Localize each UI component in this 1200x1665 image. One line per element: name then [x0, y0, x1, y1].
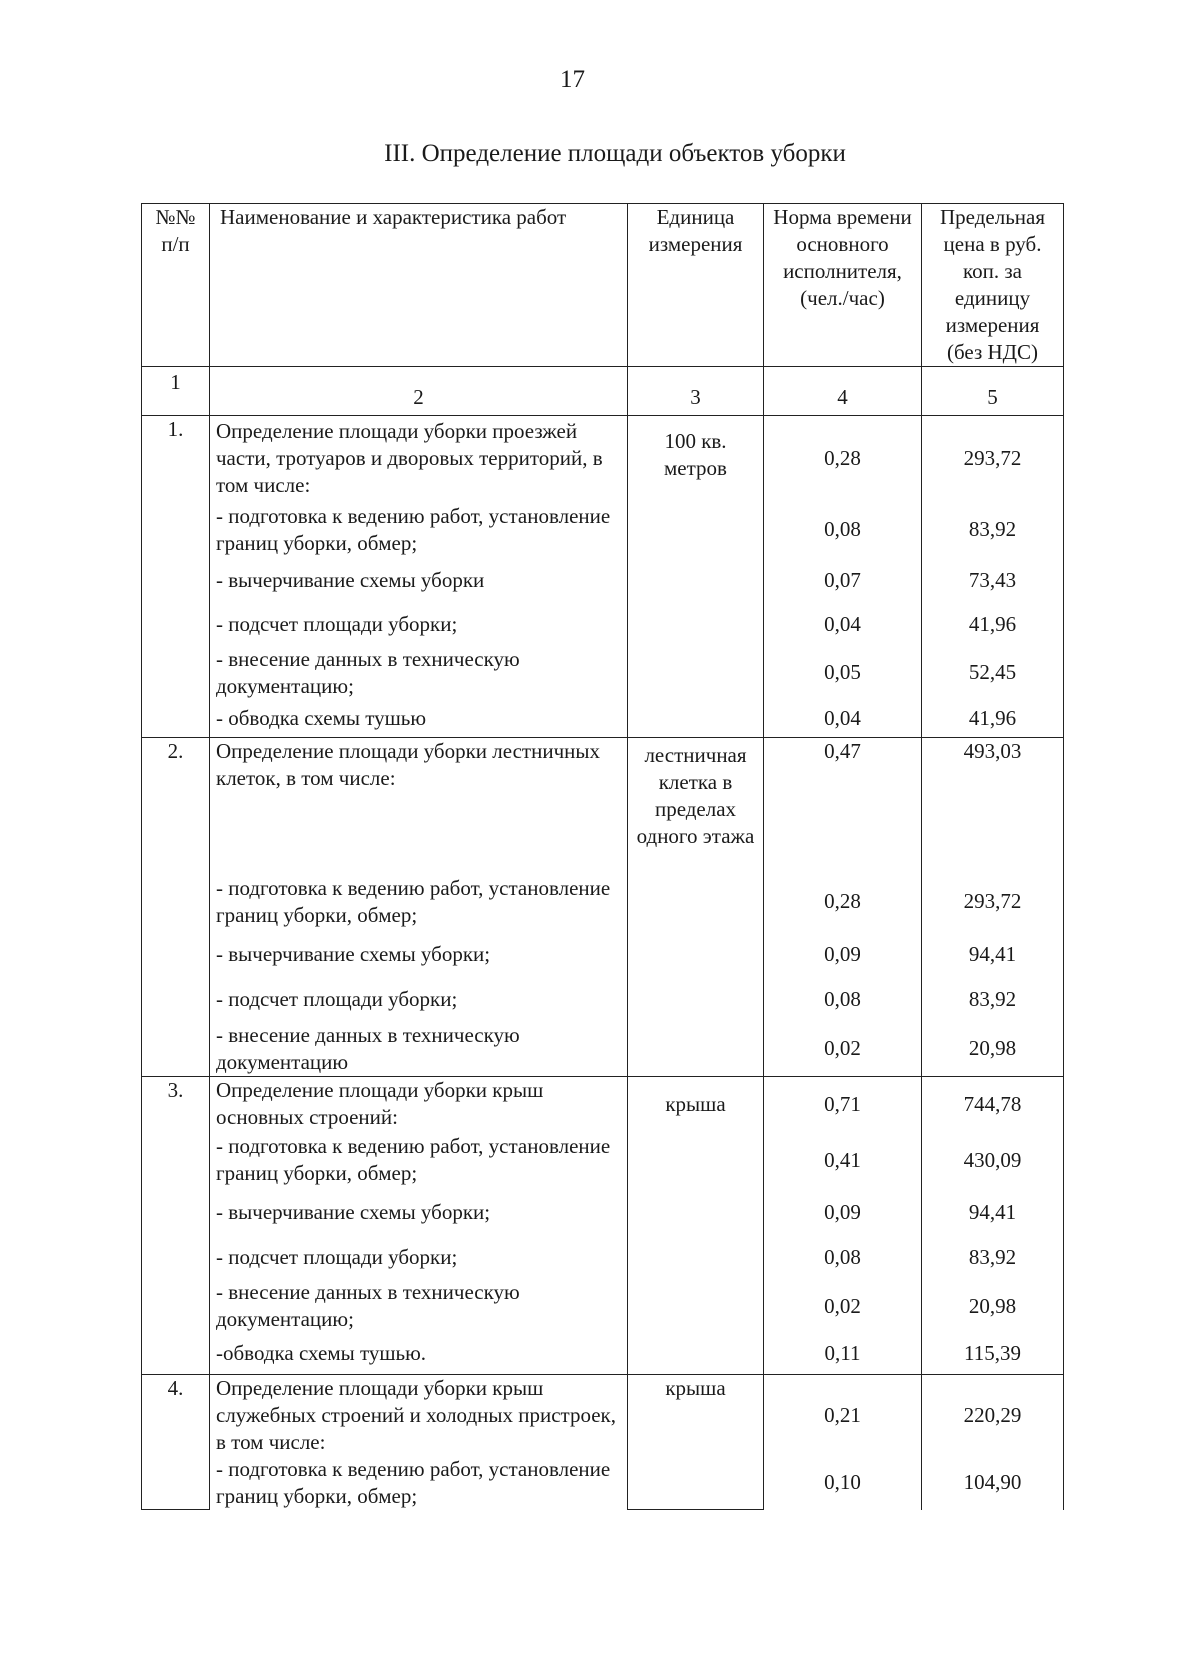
max-price: 293,72 — [922, 416, 1064, 502]
time-norm: 0,08 — [764, 978, 922, 1022]
time-norm: 0,02 — [764, 1022, 922, 1077]
max-price: 94,41 — [922, 1188, 1064, 1236]
max-price: 493,03 — [922, 738, 1064, 872]
time-norm: 0,71 — [764, 1076, 922, 1132]
work-subitem: - подсчет площади уборки; — [210, 978, 628, 1022]
time-norm: 0,47 — [764, 738, 922, 872]
table-row — [142, 416, 1064, 502]
time-norm: 0,04 — [764, 604, 922, 646]
max-price: 220,29 — [922, 1374, 1064, 1456]
table-row — [142, 1374, 1064, 1456]
max-price: 52,45 — [922, 646, 1064, 700]
table-row — [142, 700, 1064, 738]
column-number: 2 — [210, 367, 628, 416]
time-norm: 0,09 — [764, 932, 922, 978]
unit-of-measure: крыша — [628, 1374, 764, 1510]
row-number: 4. — [142, 1374, 210, 1510]
work-title: Определение площади уборки проезжей части, тротуаров и дворовых территорий, в том числе: — [210, 416, 628, 502]
time-norm: 0,08 — [764, 502, 922, 558]
header-price: Предельная цена в руб. коп. за единицу измерения (без НДС) — [922, 204, 1064, 367]
work-title: Определение площади уборки крыш основных строений: — [210, 1076, 628, 1132]
unit-of-measure: 100 кв. метров — [628, 416, 764, 738]
work-subitem: -обводка схемы тушью. — [210, 1334, 628, 1374]
work-subitem: - внесение данных в техническую документацию; — [210, 646, 628, 700]
column-number: 5 — [922, 367, 1064, 416]
max-price: 293,72 — [922, 872, 1064, 932]
table-row — [142, 1188, 1064, 1236]
time-norm: 0,08 — [764, 1236, 922, 1278]
work-title: Определение площади уборки лестничных клеток, в том числе: — [210, 738, 628, 872]
row-number: 2. — [142, 738, 210, 1077]
work-subitem: - внесение данных в техническую документацию; — [210, 1278, 628, 1334]
time-norm: 0,11 — [764, 1334, 922, 1374]
table-row — [142, 558, 1064, 604]
time-norm: 0,02 — [764, 1278, 922, 1334]
header-norm: Норма времени основного исполнителя, (чел./час) — [764, 204, 922, 367]
work-subitem: - вычерчивание схемы уборки; — [210, 1188, 628, 1236]
table-row — [142, 978, 1064, 1022]
max-price: 83,92 — [922, 502, 1064, 558]
table-row — [142, 932, 1064, 978]
table-row — [142, 872, 1064, 932]
work-subitem: - обводка схемы тушью — [210, 700, 628, 738]
table-body — [142, 416, 1064, 1510]
max-price: 430,09 — [922, 1132, 1064, 1188]
max-price: 744,78 — [922, 1076, 1064, 1132]
table-row — [142, 646, 1064, 700]
table-row — [142, 1278, 1064, 1334]
time-norm: 0,09 — [764, 1188, 922, 1236]
cleaning-area-table — [141, 203, 1064, 1510]
header-unit: Единица измерения — [628, 204, 764, 367]
max-price: 20,98 — [922, 1278, 1064, 1334]
table-row — [142, 1334, 1064, 1374]
time-norm: 0,21 — [764, 1374, 922, 1456]
work-subitem: - вычерчивание схемы уборки — [210, 558, 628, 604]
max-price: 73,43 — [922, 558, 1064, 604]
time-norm: 0,04 — [764, 700, 922, 738]
table-row — [142, 604, 1064, 646]
table-header-row — [142, 204, 1064, 367]
max-price: 83,92 — [922, 1236, 1064, 1278]
time-norm: 0,41 — [764, 1132, 922, 1188]
table-row — [142, 1022, 1064, 1077]
max-price: 41,96 — [922, 604, 1064, 646]
header-name: Наименование и характеристика работ — [210, 204, 628, 367]
time-norm: 0,28 — [764, 872, 922, 932]
page-number: 17 — [560, 66, 585, 93]
table-row — [142, 738, 1064, 872]
column-number: 4 — [764, 367, 922, 416]
table-row — [142, 1236, 1064, 1278]
row-number: 1. — [142, 416, 210, 738]
table-row — [142, 1456, 1064, 1510]
work-subitem: - подготовка к ведению работ, установление границ уборки, обмер; — [210, 1456, 628, 1510]
column-number: 3 — [628, 367, 764, 416]
work-subitem: - подготовка к ведению работ, установление границ уборки, обмер; — [210, 872, 628, 932]
work-subitem: - подсчет площади уборки; — [210, 1236, 628, 1278]
table-row — [142, 502, 1064, 558]
unit-of-measure: лестничная клетка в пределах одного этажа — [628, 738, 764, 1077]
max-price: 41,96 — [922, 700, 1064, 738]
unit-of-measure: крыша — [628, 1076, 764, 1374]
work-subitem: - подготовка к ведению работ, установление границ уборки, обмер; — [210, 502, 628, 558]
work-title: Определение площади уборки крыш служебных строений и холодных пристроек, в том числе: — [210, 1374, 628, 1456]
max-price: 115,39 — [922, 1334, 1064, 1374]
max-price: 94,41 — [922, 932, 1064, 978]
time-norm: 0,07 — [764, 558, 922, 604]
table-row — [142, 1132, 1064, 1188]
max-price: 83,92 — [922, 978, 1064, 1022]
work-subitem: - внесение данных в техническую документацию — [210, 1022, 628, 1077]
column-number: 1 — [142, 367, 210, 416]
time-norm: 0,10 — [764, 1456, 922, 1510]
section-title: III. Определение площади объектов уборки — [384, 140, 846, 167]
row-number: 3. — [142, 1076, 210, 1374]
work-subitem: - подсчет площади уборки; — [210, 604, 628, 646]
max-price: 104,90 — [922, 1456, 1064, 1510]
work-subitem: - вычерчивание схемы уборки; — [210, 932, 628, 978]
time-norm: 0,28 — [764, 416, 922, 502]
column-number-row — [142, 367, 1064, 416]
time-norm: 0,05 — [764, 646, 922, 700]
max-price: 20,98 — [922, 1022, 1064, 1077]
table-row — [142, 1076, 1064, 1132]
header-number: №№ п/п — [142, 204, 210, 367]
work-subitem: - подготовка к ведению работ, установление границ уборки, обмер; — [210, 1132, 628, 1188]
